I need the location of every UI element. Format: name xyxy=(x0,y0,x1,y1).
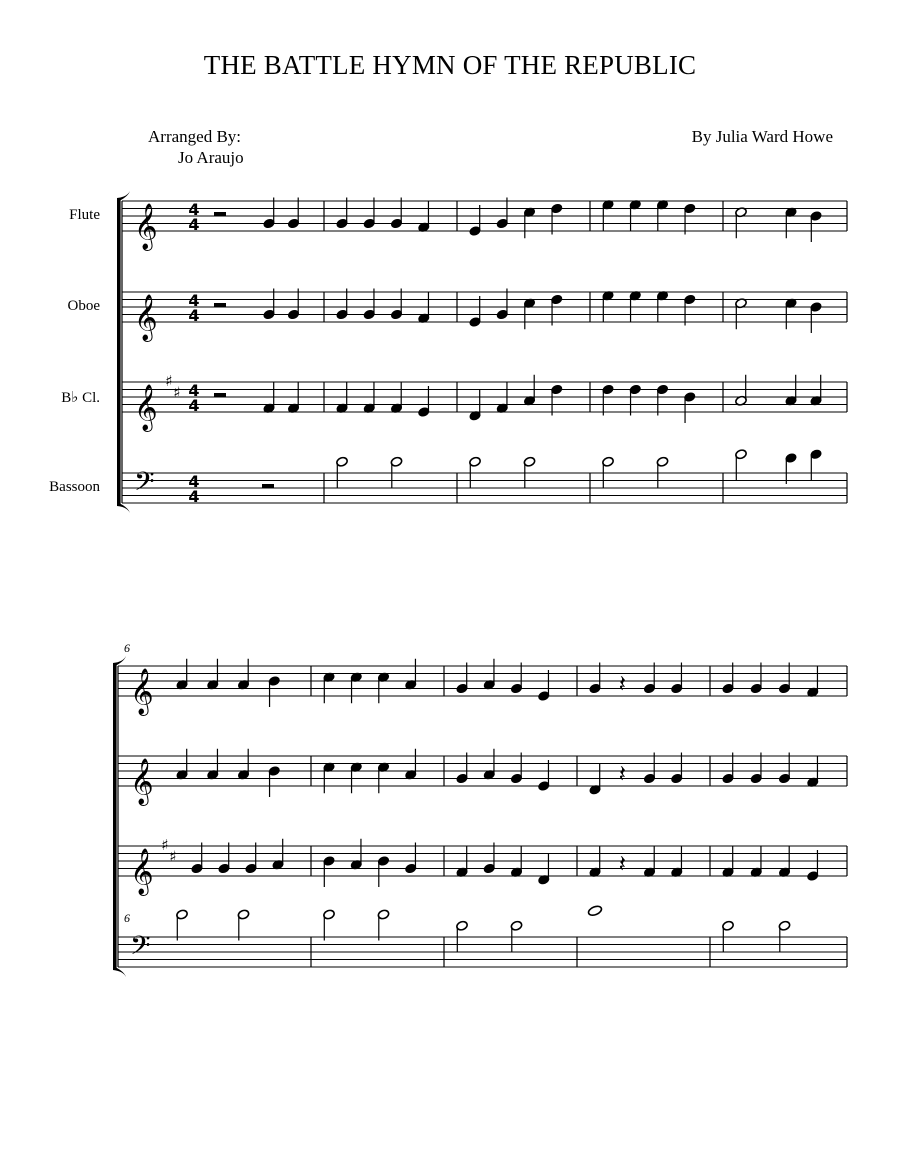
bracket-bottom-cap xyxy=(113,966,126,977)
measure-number-system-2: 6 xyxy=(124,641,130,655)
bass-clef: 𝄢 xyxy=(130,929,151,968)
key-sharp: ♯ xyxy=(165,372,173,390)
measure-number-bassoon-system-2: 6 xyxy=(124,911,130,925)
bracket-bottom-cap xyxy=(117,502,130,513)
bass-clef: 𝄢 xyxy=(134,465,155,504)
instrument-label-clarinet: B♭ Cl. xyxy=(61,390,100,406)
system-bracket xyxy=(113,663,117,970)
rest: 𝄽 xyxy=(618,849,626,878)
bracket-top-cap xyxy=(117,191,130,202)
time-signature-top: 4 xyxy=(188,381,200,401)
treble-clef: 𝄞 xyxy=(134,294,158,341)
key-sharp: ♯ xyxy=(169,847,177,866)
treble-clef: 𝄞 xyxy=(130,848,154,895)
rest xyxy=(214,303,226,307)
time-signature-bottom: 4 xyxy=(188,396,200,416)
note xyxy=(587,905,603,917)
time-signature-top: 4 xyxy=(188,472,200,492)
key-sharp: ♯ xyxy=(173,383,181,402)
arranger-label: Arranged By: xyxy=(148,127,242,146)
arranger-name: Jo Araujo xyxy=(178,148,244,167)
time-signature-bottom: 4 xyxy=(188,215,200,235)
instrument-label-oboe: Oboe xyxy=(67,298,100,314)
rest: 𝄽 xyxy=(618,669,626,698)
instrument-label-flute: Flute xyxy=(69,207,100,223)
system-bracket xyxy=(117,198,121,506)
instrument-label-bassoon: Bassoon xyxy=(49,479,100,495)
time-signature-bottom: 4 xyxy=(188,487,200,507)
treble-clef: 𝄞 xyxy=(130,668,154,715)
treble-clef: 𝄞 xyxy=(130,758,154,805)
bracket-top-cap xyxy=(113,656,126,667)
time-signature-bottom: 4 xyxy=(188,306,200,326)
rest xyxy=(214,212,226,216)
composer-credit: By Julia Ward Howe xyxy=(691,127,833,146)
time-signature-top: 4 xyxy=(188,200,200,220)
treble-clef: 𝄞 xyxy=(134,203,158,250)
rest: 𝄽 xyxy=(618,759,626,788)
rest xyxy=(262,484,274,488)
time-signature-top: 4 xyxy=(188,291,200,311)
key-sharp: ♯ xyxy=(161,836,169,854)
rest xyxy=(214,393,226,397)
score-title: THE BATTLE HYMN OF THE REPUBLIC xyxy=(203,50,697,80)
treble-clef: 𝄞 xyxy=(134,384,158,431)
